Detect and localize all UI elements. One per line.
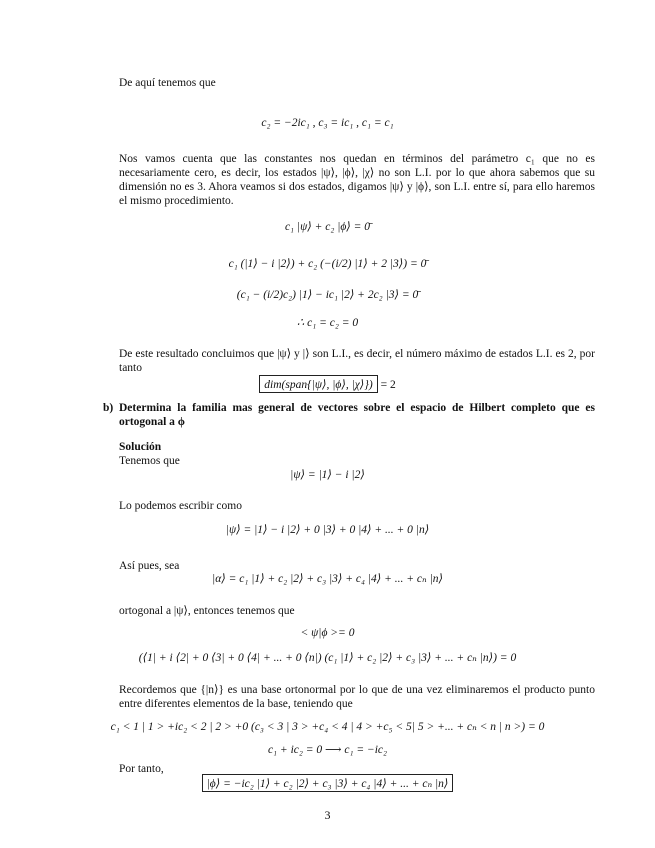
equation-therefore: ∴ c₁ = c₂ = 0 bbox=[296, 317, 359, 329]
equation-alpha: |α⟩ = c₁ |1⟩ + c₂ |2⟩ + c₃ |3⟩ + c₄ |4⟩ + ... + cₙ |n⟩ bbox=[212, 573, 443, 585]
final-box: |ϕ⟩ = −ic₂ |1⟩ + c₂ |2⟩ + c₃ |3⟩ + c₄ |4⟩ + ... + cₙ |n⟩ bbox=[202, 774, 454, 792]
equation-psi-full: |ψ⟩ = |1⟩ − i |2⟩ + 0 |3⟩ + 0 |4⟩ + ... + 0 |n⟩ bbox=[225, 524, 430, 536]
equation-expansion-1: c₁ (|1⟩ − i |2⟩) + c₂ (−(i/2) |1⟩ + 2 |3⟩) = 0̄ bbox=[228, 258, 427, 270]
equation-psi: |ψ⟩ = |1⟩ − i |2⟩ bbox=[290, 469, 365, 481]
equation-relation: c₁ + ic₂ = 0 ⟶ c₁ = −ic₂ bbox=[267, 744, 388, 756]
intro-text: De aquí tenemos que bbox=[119, 77, 216, 89]
paragraph-conclusion: De este resultado concluimos que |ψ⟩ y |⟩ son L.I., es decir, el número máximo de estados L.I. es 2, por tanto bbox=[119, 348, 595, 374]
paragraph-orthonormal: Recordemos que {|n⟩} es una base ortonormal por lo que de una vez eliminaremos el producto punto entre diferentes elementos de la base, teniendo que bbox=[119, 684, 595, 710]
lo-podemos-text: Lo podemos escribir como bbox=[119, 500, 242, 512]
dimension-box: dim(span{|ψ⟩, |ϕ⟩, |χ⟩}) bbox=[259, 375, 377, 393]
item-b-label: b) bbox=[103, 402, 114, 414]
paragraph-dependence: Nos vamos cuenta que las constantes nos quedan en términos del parámetro c₁ que no es necesariamente cero, es decir, los estados |ψ⟩, |ϕ⟩, |χ⟩ no son L.I. por lo que ahora sabemos que su dimensión no es 3. Ahora veamos si dos estados, digamos |ψ⟩ y |ϕ⟩, son L.I. entre sí, para ello haremos el mismo procedimiento. bbox=[119, 153, 595, 207]
ortogonal-text: ortogonal a |ψ⟩, entonces tenemos que bbox=[119, 605, 295, 617]
equation-dimension bbox=[0, 375, 655, 393]
equation-inner-product: < ψ|ϕ >= 0 bbox=[300, 627, 355, 639]
tenemos-text: Tenemos que bbox=[119, 455, 180, 467]
asi-pues-text: Así pues, sea bbox=[119, 560, 180, 572]
equation-long: c₁ < 1 | 1 > +ic₂ < 2 | 2 > +0 (c₃ < 3 | 3 > +c₄ < 4 | 4 > +c₅ < 5| 5 > +... + cₙ < n | n >) = 0 bbox=[110, 721, 545, 733]
equation-final bbox=[0, 774, 655, 792]
item-b-statement: Determina la familia mas general de vectores sobre el espacio de Hilbert completo que es ortogonal a ϕ bbox=[119, 402, 595, 428]
por-tanto-text: Por tanto, bbox=[119, 763, 164, 775]
dimension-value: = 2 bbox=[380, 379, 396, 391]
solution-heading: Solución bbox=[119, 441, 162, 453]
equation-linear-combination: c₁ |ψ⟩ + c₂ |ϕ⟩ = 0̄ bbox=[284, 221, 371, 233]
page-number: 3 bbox=[324, 808, 331, 822]
equation-coefficients: c₂ = −2ic₁ , c₃ = ic₁ , c₁ = c₁ bbox=[261, 117, 394, 129]
equation-expansion-2: (c₁ − (i/2)c₂) |1⟩ − ic₁ |2⟩ + 2c₂ |3⟩ = 0̄ bbox=[236, 289, 419, 301]
equation-inner-expanded: (⟨1| + i ⟨2| + 0 ⟨3| + 0 ⟨4| + ... + 0 ⟨n|) (c₁ |1⟩ + c₂ |2⟩ + c₃ |3⟩ + ... + cₙ |n⟩) = 0 bbox=[138, 652, 517, 664]
